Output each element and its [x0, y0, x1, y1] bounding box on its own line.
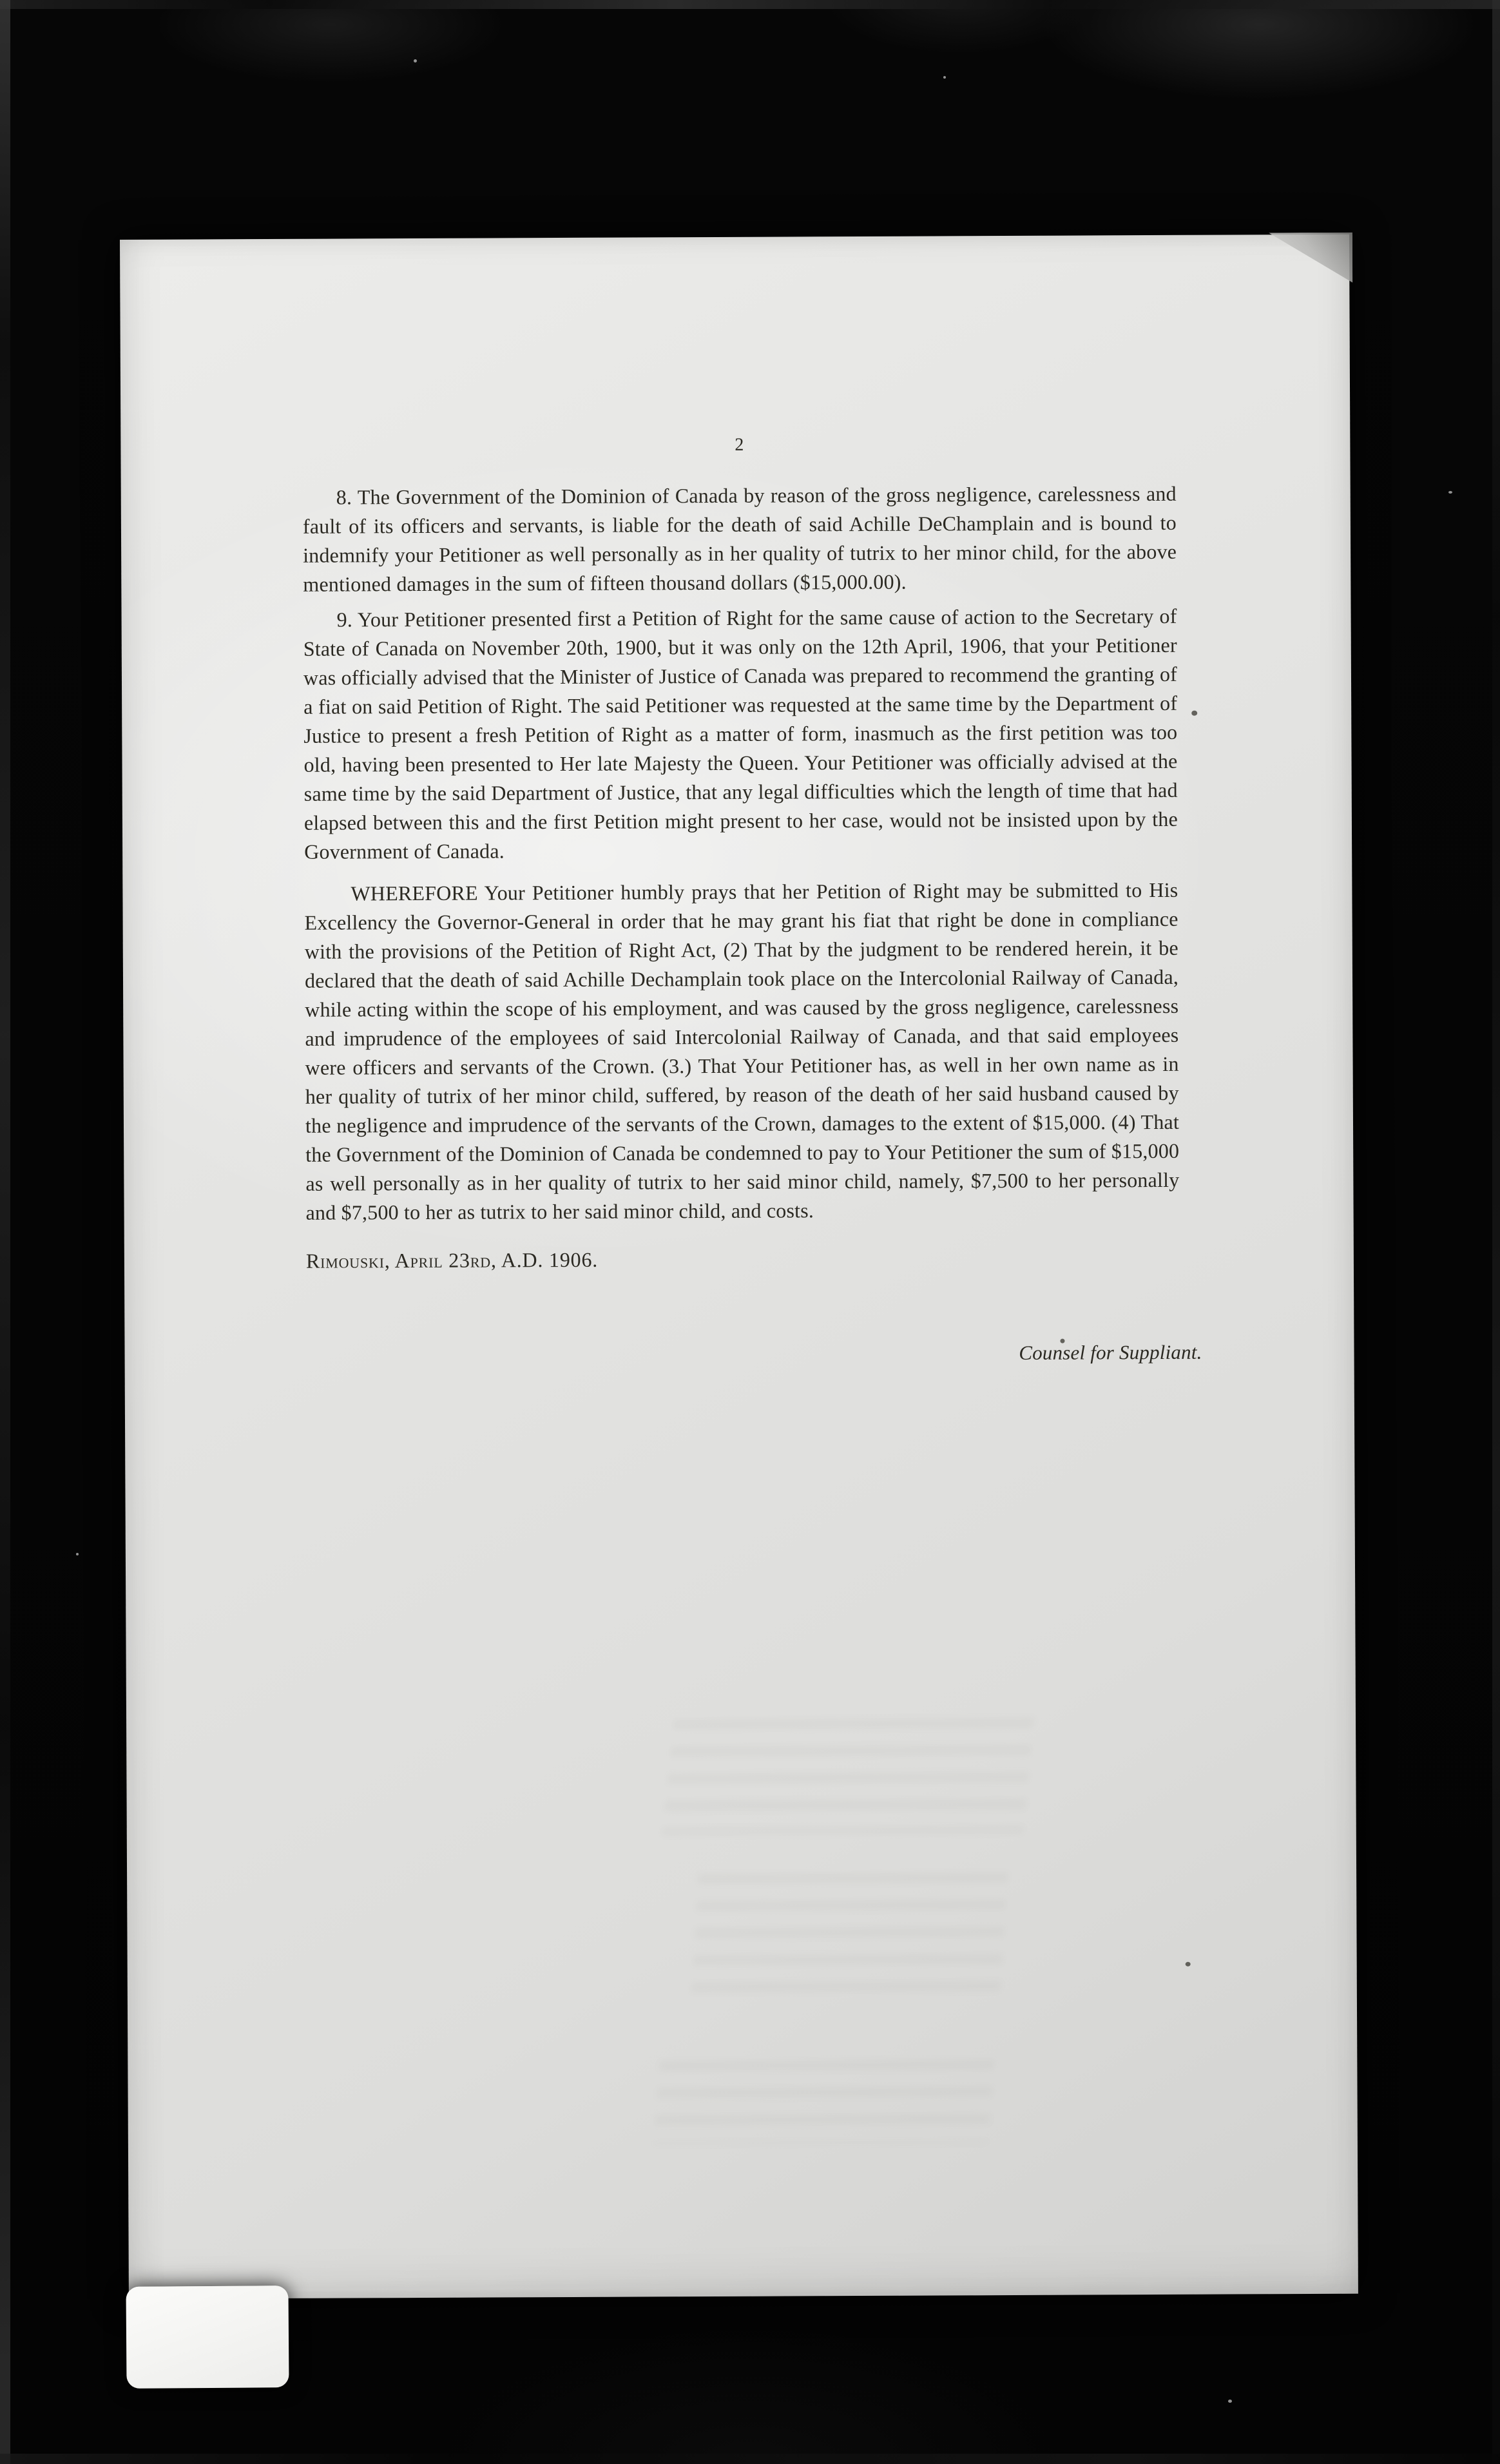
film-edge-bottom: [0, 2454, 1500, 2464]
bleedthrough-smudge: [690, 1872, 1008, 2009]
paragraph-9: 9. Your Petitioner presented first a Petition of Right for the same cause of action to the Secretary of State of Canada on November 20th, 1900, but it was only on the 12th April, 1906, that your Petitioner was officially advised that the Minister of Justice of Canada was prepared to recommend the granting of a fiat on said Petition of Right. The said Petitioner was requested at the same time by the Department of Justice to present a fresh Petition of Right as a matter of form, inasmuch as the first petition was too old, having been presented to Her late Majesty the Queen. Your Petitioner was officially advised at the same time by the said Department of Justice, that any legal difficulties which the length of time that had elapsed between this and the first Petition might present to her case, would not be insisted upon by the Government of Canada.: [303, 604, 1178, 863]
dust-speck: [414, 59, 417, 63]
paragraph-wherefore: WHEREFORE Your Petitioner humbly prays that her Petition of Right may be submitted to His Excellency the Governor-General in order that he may grant his fiat that right be done in compliance with the provisions of the Petition of Right Act, (2) That by the judgment to be rendered herein, it be declared that the death of said Achille Dechamplain took place on the Intercolonial Railway of Canada, while acting within the scope of his employment, and was caused by the gross negligence, carelessness and imprudence of the employees of said Intercolonial Railway of Canada, and that said employees were officers and servants of the Crown. (3.) That Your Petitioner has, as well in her own name as in her quality of tutrix of her minor child, suffered, by reason of the death of her said husband caused by the negligence and imprudence of the servants of the Crown, damages to the extent of $15,000. (4) That the Government of the Dominion of Canada be condemned to pay to Your Petitioner the sum of $15,000 as well personally as in her quality of tutrix to her said minor child, namely, $7,500 to her personally and $7,500 to her as tutrix to her said minor child, and costs.: [304, 878, 1180, 1224]
film-edge-top: [0, 0, 1500, 9]
document-page: [120, 235, 1358, 2299]
dust-speck: [1228, 2400, 1232, 2403]
ink-speck: [1186, 1962, 1191, 1967]
dateline: Rimouski, April 23rd, A.D. 1906.: [305, 1247, 599, 1273]
dust-speck: [76, 1553, 79, 1555]
film-edge-left: [0, 0, 10, 2464]
page-number: 2: [735, 434, 744, 455]
dust-speck: [1448, 491, 1452, 494]
corner-tab-sticker: [126, 2286, 289, 2389]
film-edge-right: [1492, 0, 1500, 2464]
bleedthrough-smudge: [653, 2059, 995, 2144]
ink-speck: [1191, 711, 1197, 716]
page-corner-fold: [1269, 233, 1352, 284]
page-text: [302, 428, 1202, 1371]
dust-speck: [943, 76, 946, 79]
counsel-signature: Counsel for Suppliant.: [1019, 1340, 1202, 1364]
paragraph-8: 8. The Government of the Dominion of Canada by reason of the gross negligence, carelessness and fault of its officers and servants, is liable for the death of said Achille DeChamplain and is bound to indemnify your Petitioner as well personally as in her quality of tutrix to her minor child, for the above mentioned damages in the sum of fifteen thousand dollars ($15,000.00).: [302, 481, 1177, 596]
bleedthrough-smudge: [662, 1718, 1034, 1836]
